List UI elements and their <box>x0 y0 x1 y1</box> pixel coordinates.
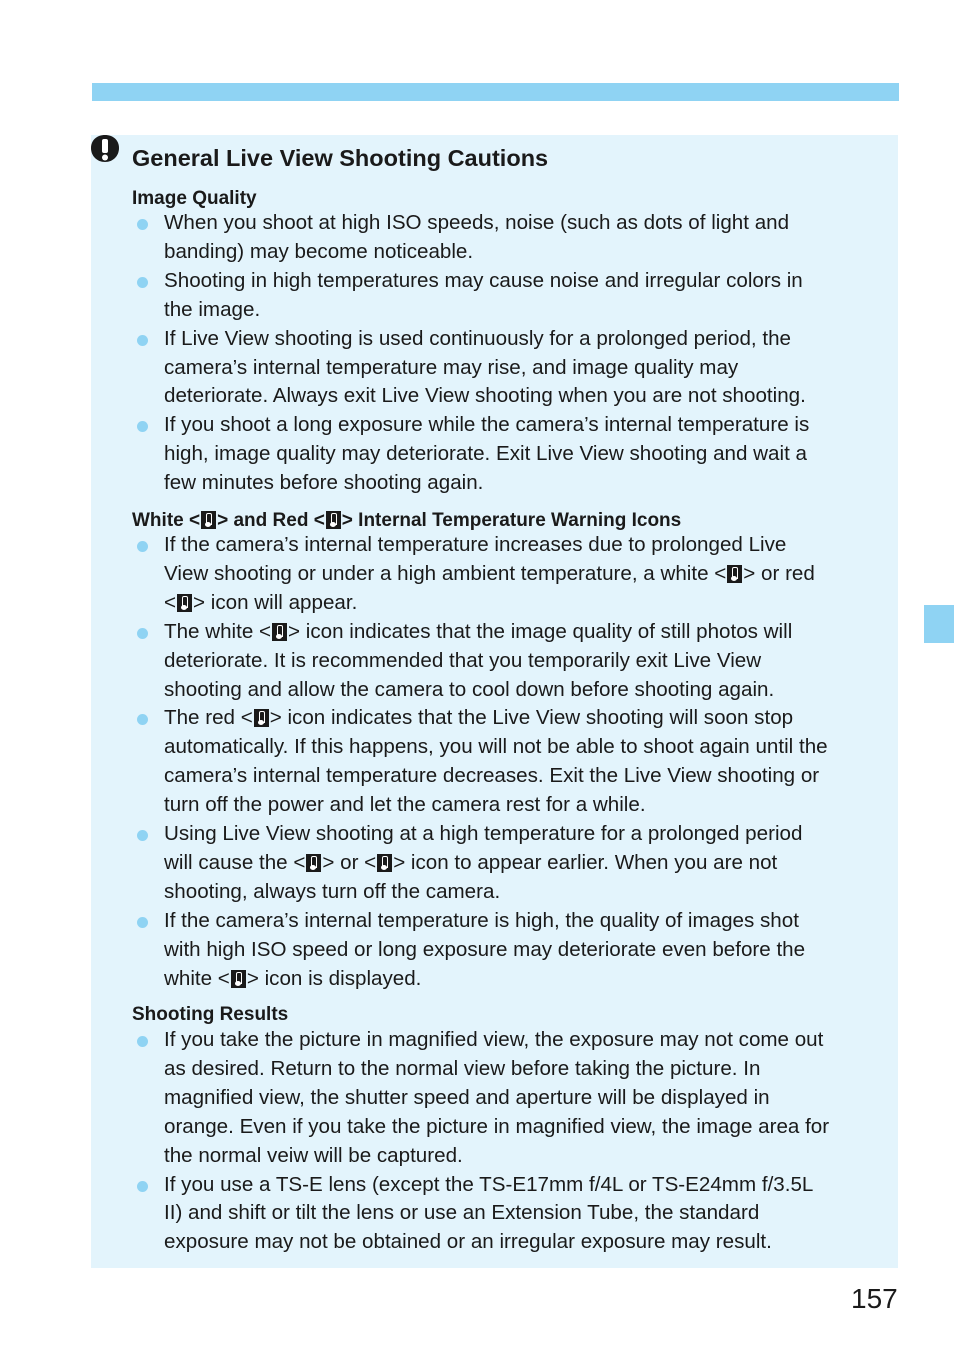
caution-title: General Live View Shooting Cautions <box>132 145 549 171</box>
bullet-icon <box>137 714 148 725</box>
white-temperature-warning-icon <box>727 565 742 583</box>
list-item: If the camera’s internal temperature is high, the quality of images shot with high ISO speed or long exposure may deteriorate even before the white < > icon is displayed. <box>132 907 892 994</box>
bullet-icon <box>137 219 148 230</box>
list-item: The red < > icon indicates that the Live View shooting will soon stop automatically. If this happens, you will not be able to shoot again until the camera’s internal temperature decreases. Exit the Live View shooting or turn off the power and let the camera rest for a while. <box>132 704 892 820</box>
red-temperature-warning-icon <box>254 709 269 727</box>
list-item: If you use a TS-E lens (except the TS-E17mm f/4L or TS-E24mm f/3.5L II) and shift or tilt the lens or use an Extension Tube, the standard exposure may not be obtained or an irregular exposure may result. <box>132 1171 892 1258</box>
list-item: If Live View shooting is used continuously for a prolonged period, the camera’s internal temperature may rise, and image quality may deteriorate. Always exit Live View shooting when you are not shooting. <box>132 325 892 412</box>
section-heading-warning-icons: White < > and Red < > Internal Temperature Warning Icons <box>132 510 682 531</box>
white-temperature-warning-icon <box>231 970 246 988</box>
shooting-results-list <box>132 1026 892 1257</box>
warning-icons-list <box>132 531 892 994</box>
caution-exclamation-icon <box>89 134 121 164</box>
bullet-icon <box>137 628 148 639</box>
page-number: 157 <box>851 1283 898 1314</box>
chapter-side-tab <box>924 605 954 643</box>
bullet-icon <box>137 277 148 288</box>
bullet-icon <box>137 1181 148 1192</box>
white-temperature-warning-icon <box>306 854 321 872</box>
list-item: Using Live View shooting at a high temperature for a prolonged period will cause the < > or < > icon to appear earlier. When you are not shooting, always turn off the camera. <box>132 820 892 907</box>
white-temperature-warning-icon <box>272 623 287 641</box>
red-temperature-warning-icon <box>177 594 192 612</box>
white-temperature-warning-icon <box>201 511 216 529</box>
header-accent-bar <box>92 83 899 101</box>
bullet-icon <box>137 830 148 841</box>
image-quality-list <box>132 209 892 498</box>
list-item: If you shoot a long exposure while the camera’s internal temperature is high, image quality may deteriorate. Exit Live View shooting and wait a few minutes before shooting again. <box>132 411 892 498</box>
bullet-icon <box>137 541 148 552</box>
bullet-icon <box>137 421 148 432</box>
list-item: If the camera’s internal temperature increases due to prolonged Live View shooting or under a high ambient temperature, a white < > or red < > icon will appear. <box>132 531 892 618</box>
bullet-icon <box>137 1036 148 1047</box>
section-heading-image-quality: Image Quality <box>132 188 257 209</box>
section-heading-shooting-results: Shooting Results <box>132 1004 289 1025</box>
list-item: If you take the picture in magnified view, the exposure may not come out as desired. Return to the normal view before taking the picture. In magnified view, the shutter speed and aperture will be displayed in orange. Even if you take the picture in magnified view, the image area for the normal veiw will be captured. <box>132 1026 892 1171</box>
red-temperature-warning-icon <box>326 511 341 529</box>
bullet-icon <box>137 917 148 928</box>
bullet-icon <box>137 335 148 346</box>
list-item: Shooting in high temperatures may cause noise and irregular colors in the image. <box>132 267 892 325</box>
list-item: When you shoot at high ISO speeds, noise (such as dots of light and banding) may become noticeable. <box>132 209 892 267</box>
list-item: The white < > icon indicates that the image quality of still photos will deteriorate. It is recommended that you temporarily exit Live View shooting and allow the camera to cool down before shooting again. <box>132 618 892 705</box>
red-temperature-warning-icon <box>377 854 392 872</box>
